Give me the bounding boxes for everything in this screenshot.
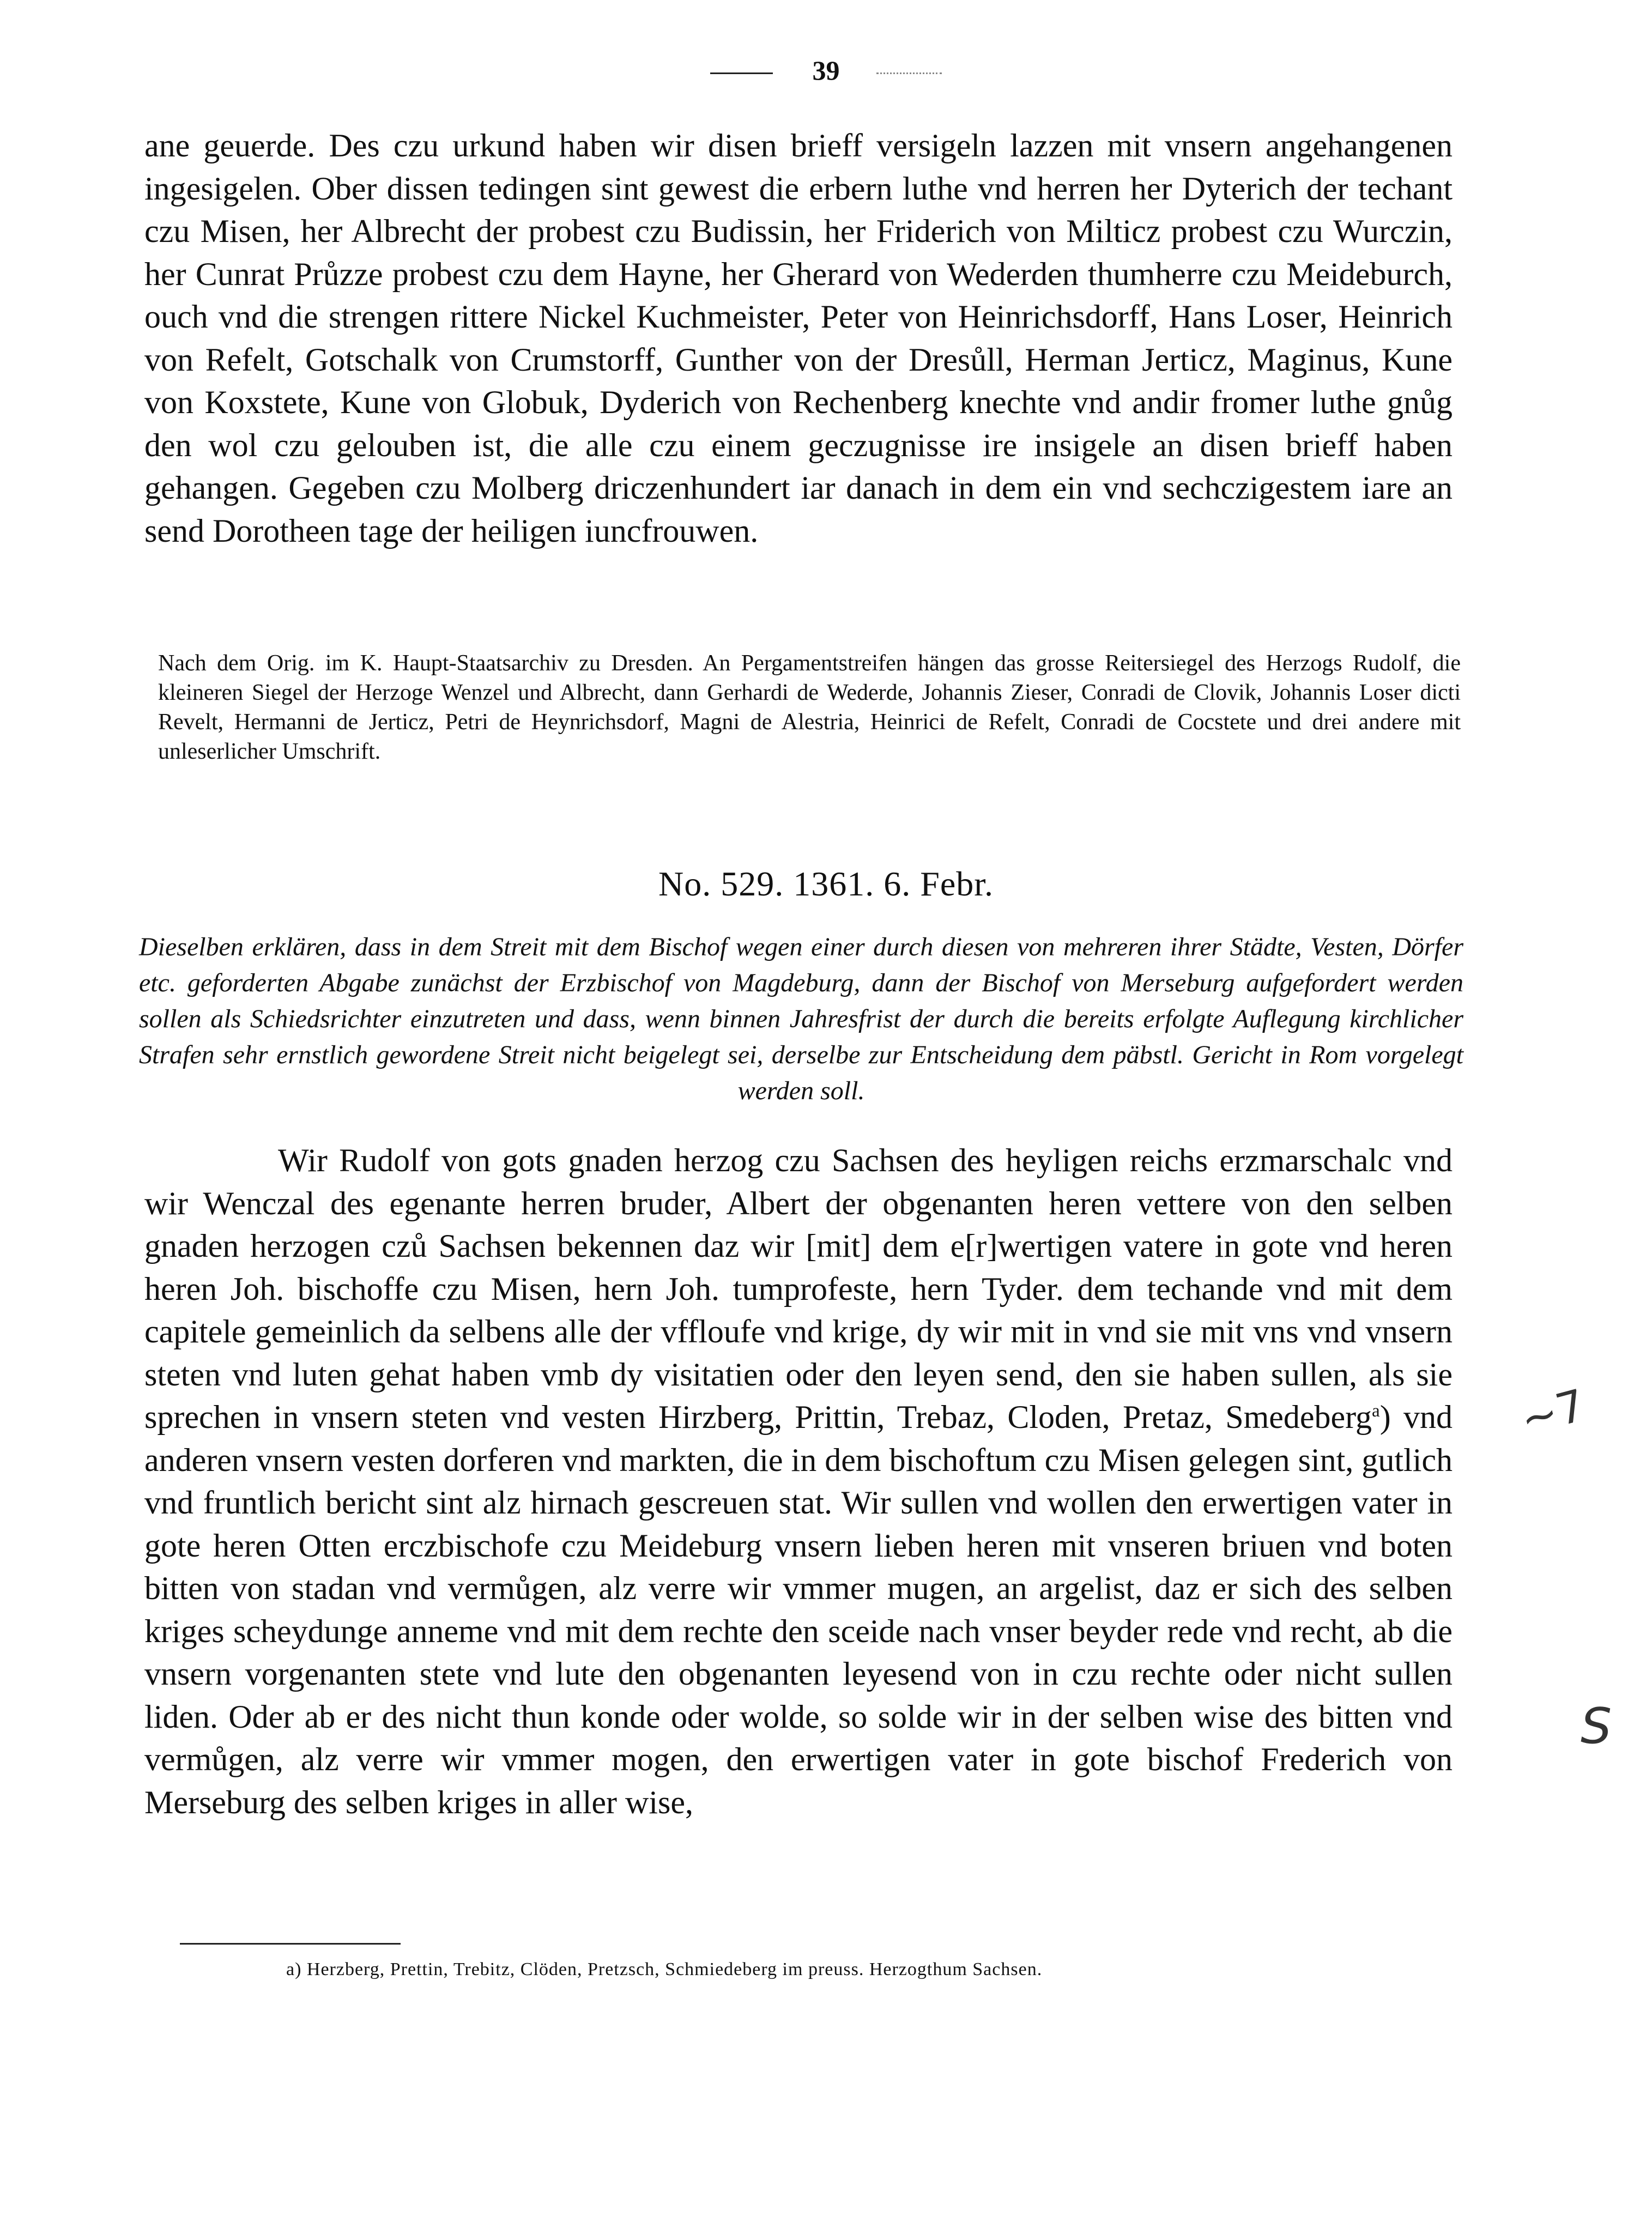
footnote-rule <box>180 1943 401 1945</box>
footnote-marker: a <box>1372 1401 1380 1421</box>
header-rule-right <box>876 72 942 74</box>
charter-text-continued: ane geuerde. Des czu urkund haben wir disen brieff versigeln lazzen mit vnsern angehangenen ingesigelen. Ober dissen tedingen sint gewest die erbern luthe vnd herren her Dyterich der techant czu Misen, her Albrecht der probest czu Budissin, her Friderich von Milticz probest czu Wurczin, her Cunrat Průzze probest czu dem Hayne, her Gherard von Wederden thumherre czu Meideburch, ouch vnd die strengen rittere Nickel Kuchmeister, Peter von Heinrichsdorff, Hans Loser, Heinrich von Refelt, Gotschalk von Crumstorff, Gunther von der Dresůll, Herman Jerticz, Maginus, Kune von Koxstete, Kune von Globuk, Dyderich von Rechenberg knechte vnd andir fromer luthe gnůg den wol czu gelouben ist, die alle czu einem geczugnisse ire insigele an disen brieff haben gehangen. Gegeben czu Molberg driczenhundert iar danach in dem ein vnd sechczigestem iare an send Dorotheen tage der heiligen iuncfrouwen. <box>144 128 1453 549</box>
margin-pencil-mark: ~7 <box>1515 1379 1590 1445</box>
document-title: No. 529. 1361. 6. Febr. <box>658 864 994 903</box>
page-header <box>0 55 1652 86</box>
regest-summary: Dieselben erklären, dass in dem Streit mit dem Bischof wegen einer durch diesen von mehreren ihrer Städte, Vesten, Dörfer etc. geforderten Abgabe zunächst der Erzbischof von Magdeburg, dann der Bischof von Merseburg aufgefordert werden sollen als Schiedsrichter einzutreten und dass, wenn binnen Jahresfrist der durch die bereits erfolgte Auflegung kirchlicher Strafen sehr ernstlich gewordene Streit nicht beigelegt sei, derselbe zur Entscheidung dem päbstl. Gericht in Rom vorgelegt werden soll. <box>139 933 1463 1105</box>
charter-text-part-2: ) vnd anderen vnsern vesten dorferen vnd markten, die in dem bischoftum czu Misen gelegen sint, gutlich vnd fruntlich bericht sint alz hirnach gescreuen stat. Wir sullen vnd wollen den erwertigen vater in gote heren Otten erczbischofe czu Meideburg vnsern lieben heren mit vnseren briuen vnd boten bitten von stadan vnd vermůgen, alz verre wir vmmer mugen, an argelist, daz er sich des selben kriges scheydunge anneme vnd mit dem rechte den sceide nach vnser beyder rede vnd recht, ab die vnsern vorgenanten stete vnd lute den obgenanten leyesend von in czu rechte oder nicht sullen liden. Oder ab er des nicht thun konde oder wolde, so solde wir in der selben wise des bitten vnd vermůgen, alz verre wir vmmer mogen, den erwertigen vater in gote bischof Frederich von Merseburg des selben kriges in aller wise, <box>144 1399 1453 1820</box>
charter-text-part-1: Wir Rudolf von gots gnaden herzog czu Sachsen des heyligen reichs erzmarschalc vnd wir Wenczal des egenante herren bruder, Albert der obgenanten heren vettere von den selben gnaden herzogen czů Sachsen bekennen daz wir [mit] dem e[r]wertigen vatere in gote vnd heren heren Joh. bischoffe czu Misen, hern Joh. tumprofeste, hern Tyder. dem techande vnd mit dem capitele gemeinlich da selbens alle der vffloufe vnd krige, dy wir mit in vnd sie mit vns vnd vnsern steten vnd luten gehat haben vmb dy visitatien oder den leyen send, den sie haben sullen, als sie sprechen in vnsern steten vnd vesten Hirzberg, Prittin, Trebaz, Cloden, Pretaz, Smedeberg <box>144 1142 1453 1435</box>
source-note: Nach dem Orig. im K. Haupt-Staatsarchiv zu Dresden. An Pergamentstreifen hängen das grosse Reitersiegel des Herzogs Rudolf, die kleineren Siegel der Herzoge Wenzel und Albrecht, dann Gerhardi de Wederde, Johannis Zieser, Conradi de Clovik, Johannis Loser dicti Revelt, Hermanni de Jerticz, Petri de Heynrichsdorf, Magni de Alestria, Heinrici de Refelt, Conradi de Cocstete und drei andere mit unleserlicher Umschrift. <box>158 651 1461 764</box>
margin-pencil-mark: S <box>1581 1698 1612 1755</box>
page-number: 39 <box>812 55 840 86</box>
charter-text <box>144 1139 1453 1824</box>
header-rule-left <box>710 72 773 74</box>
footnote: a) Herzberg, Prettin, Trebitz, Clöden, Pretzsch, Schmiedeberg im preuss. Herzogthum Sachsen. <box>286 1959 1043 1979</box>
